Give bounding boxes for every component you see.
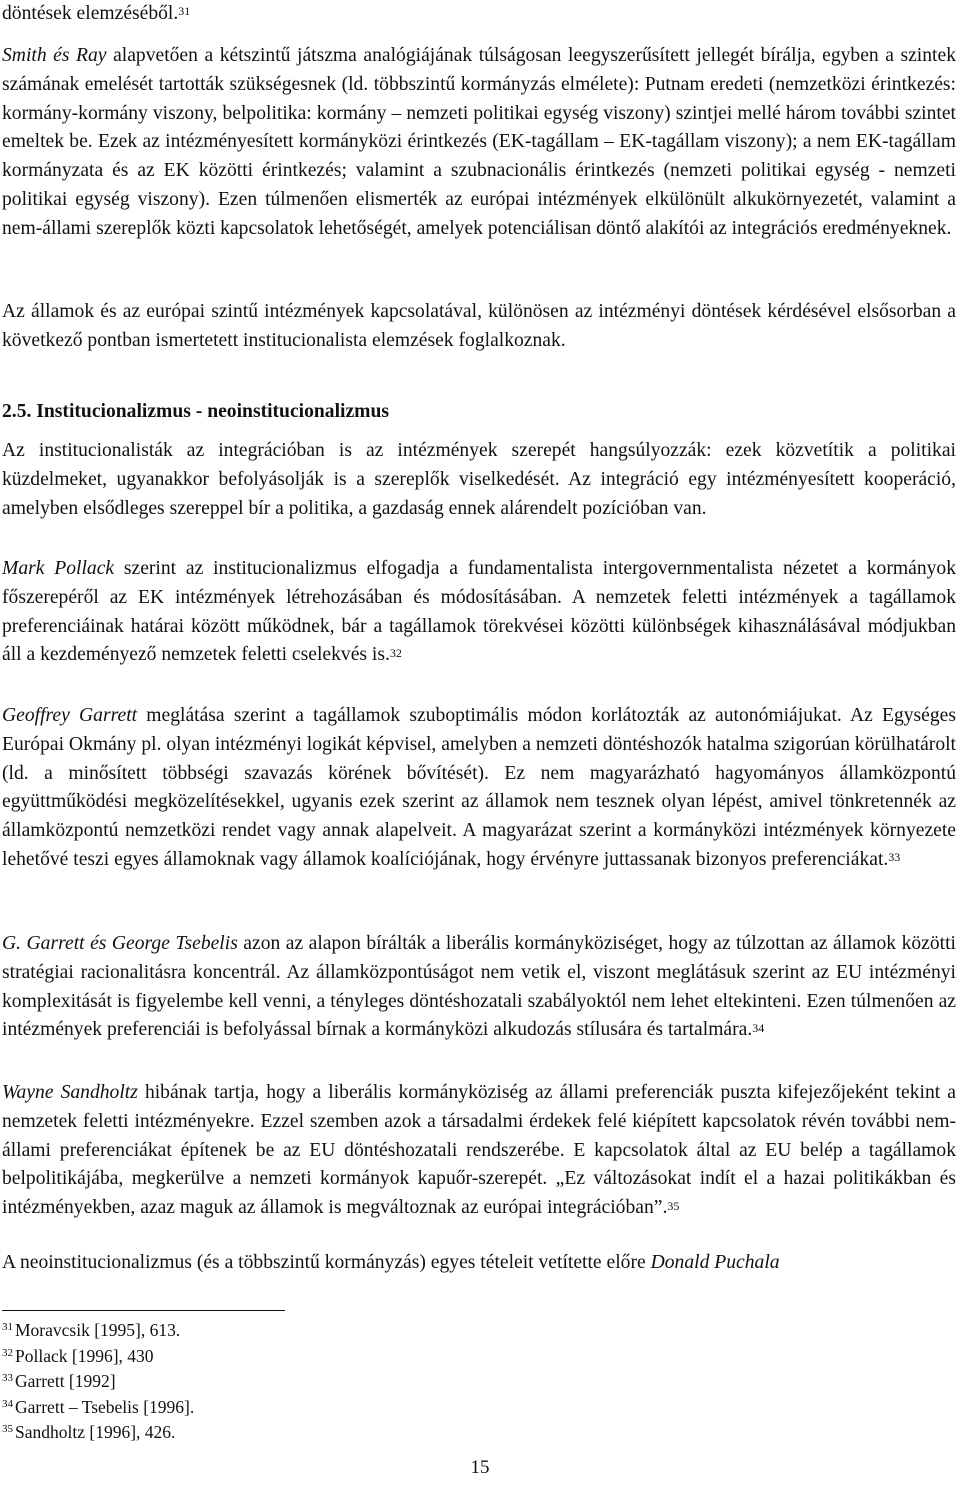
paragraph-institutionalists: [2, 437, 956, 523]
footnotes-list: [2, 1318, 702, 1446]
footnote-item: $^{34}$ Garrett – Tsebelis [1996].: [2, 1396, 195, 1417]
section-heading: 2.5. Institucionalizmus - neoinstitucionalizmus: [2, 401, 390, 422]
footnote-reference: 31: [178, 4, 191, 19]
paragraph-neoinstitutionalism: [2, 1249, 956, 1278]
paragraph-text: meglátása szerint a tagállamok szuboptimális módon korlátozták az autonómiájukat. Az Egységes Európai Okmány pl. olyan intézményi logikát képvisel, amelyben a nemzeti döntéshozók hatalma szigorúan körülhatárolt (ld. a minősített többségi szavazás körének bővítését). Ez nem magyarázható hagyományos államközpontú együttműködési megközelítésekkel, ugyanis ezek szerint az államok nem tesznek olyan lépést, amivel tönkretennék az államközpontú nemzetközi rendet vagy annak alapelveit. A magyarázat szerint a kormányközi intézmények környezete lehetővé teszi egyes államoknak vagy államok koalíciójának, hogy érvényre juttassanak bizonyos preferenciákat.: [2, 705, 956, 870]
italic-author-name: Smith és Ray: [2, 45, 107, 66]
paragraph-pollack: [2, 555, 956, 670]
italic-author-name: Wayne Sandholtz: [2, 1082, 138, 1103]
footnote-separator: [2, 1310, 285, 1311]
footnote-reference: 32: [389, 645, 402, 660]
paragraph-text: A neoinstitucionalizmus (és a többszintű kormányzás) egyes tételeit vetítette előre: [2, 1252, 651, 1273]
paragraph-text: döntések elemzéséből.: [2, 3, 179, 24]
footnote-reference: 33: [888, 850, 901, 865]
paragraph-text: alapvetően a kétszintű játszma analógiájának túlságosan leegyszerűsített jellegét bírálja, egyben a szintek számának emelését tartották szükségesnek (ld. többszintű kormányzás elmélete): Putnam eredeti (nemzetközi érintkezés: kormány-kormány viszony, belpolitika: kormány – nemzeti politikai egység viszony) szintjei mellé három további szintet emeltek be. Ezek az intézményesített kormányközi érintkezés (EK-tagállam – EK-tagállam viszony); a nem EK-tagállam kormányzata és az EK közötti érintkezés; valamint a szubnacionális érintkezés (nemzeti politikai egység - nemzeti politikai egység viszony). Ezen túlmenően elismerték az európai intézmények elkülönült alkukörnyezetét, valamint a nem-állami szereplők közti kapcsolatok lehetőségét, amelyek potenciálisan döntő alakítói az integrációs eredményeknek.: [2, 45, 956, 239]
page-number: 15: [470, 1457, 490, 1478]
paragraph-intro-tail: [2, 0, 956, 29]
italic-author-name: Mark Pollack: [2, 558, 115, 579]
footnote-item: $^{33}$ Garrett [1992]: [2, 1371, 116, 1391]
paragraph-text: szerint az institucionalizmus elfogadja a fundamentalista intergovernmentalista nézetet a kormányok főszerepéről az EK intézmények létrehozásában és módosításában. A nemzetek feletti intézmények a tagállamok preferenciáinak határai között működnek, bár a tagállamok törekvései közötti különbségek kihasználásával módjukban áll a kezdeményező nemzetek feletti cselekvés is.: [2, 558, 957, 666]
footnote-reference: 35: [667, 1198, 680, 1213]
paragraph-smith-ray: [2, 42, 956, 244]
footnote-item: $^{35}$ Sandholtz [1996], 426.: [2, 1422, 176, 1442]
paragraph-sandholtz: [2, 1079, 956, 1223]
footnote-item: $^{32}$ Pollack [1996], 430: [2, 1345, 154, 1366]
paragraph-text: azon az alapon bírálták a liberális kormányköziséget, hogy az túlzottan az államok közötti stratégiai racionalitásra koncentrál. Az államközpontúságot nem vetik el, viszont meglátásuk szerint az EU intézményi komplexitását is figyelembe kell venni, a tényleges döntéshozatali szabályoktól nem lehet eltekinteni. Ezen túlmenően az intézmények preferenciái is befolyással bírnak a kormányközi alkudozás stílusára és tartalmára.: [2, 933, 956, 1041]
paragraph-text: Az institucionalisták az integrációban is az intézmények szerepét hangsúlyozzák: ezek közvetítik a politikai küzdelmeket, ugyanakkor befolyásolják is a szereplők viselkedését. Az integráció egy intézményesített kooperáció, amelyben elsődleges szereppel bír a politika, a gazdaság ennek alárendelt pozícióban van.: [2, 440, 956, 519]
paragraph-text: hibának tartja, hogy a liberális kormányköziség az állami preferenciák puszta kifejezőjeként tekint a nemzetek feletti intézményekre. Ezzel szemben azok a társadalmi érdekek felé kiépített kapcsolatok révén további nem-állami preferenciákat építenek be az EU döntéshozatali rendszerébe. E kapcsolatok által az EU belép a tagállamok belpolitikájába, megkerülve a nemzeti kormányok kapuőr-szerepét. „Ez változásokat indít el a hazai politikákban és intézményekben, azaz maguk az államok is megváltoznak az európai integrációban”.: [2, 1082, 957, 1219]
italic-author-name: Geoffrey Garrett: [2, 705, 138, 726]
italic-author-name: Donald Puchala: [650, 1252, 780, 1273]
italic-author-name: G. Garrett és George Tsebelis: [2, 933, 238, 954]
paragraph-garrett: [2, 702, 956, 875]
footnote-reference: 34: [752, 1020, 765, 1035]
paragraph-text: Az államok és az európai szintű intézmények kapcsolatával, különösen az intézményi döntések kérdésével elsősorban a következő pontban ismertetett institucionalista elemzések foglalkoznak.: [2, 301, 956, 351]
paragraph-garrett-tsebelis: [2, 930, 956, 1045]
paragraph-states-institutions: [2, 298, 956, 356]
footnote-item: $^{31}$ Moravcsik [1995], 613.: [2, 1320, 181, 1340]
